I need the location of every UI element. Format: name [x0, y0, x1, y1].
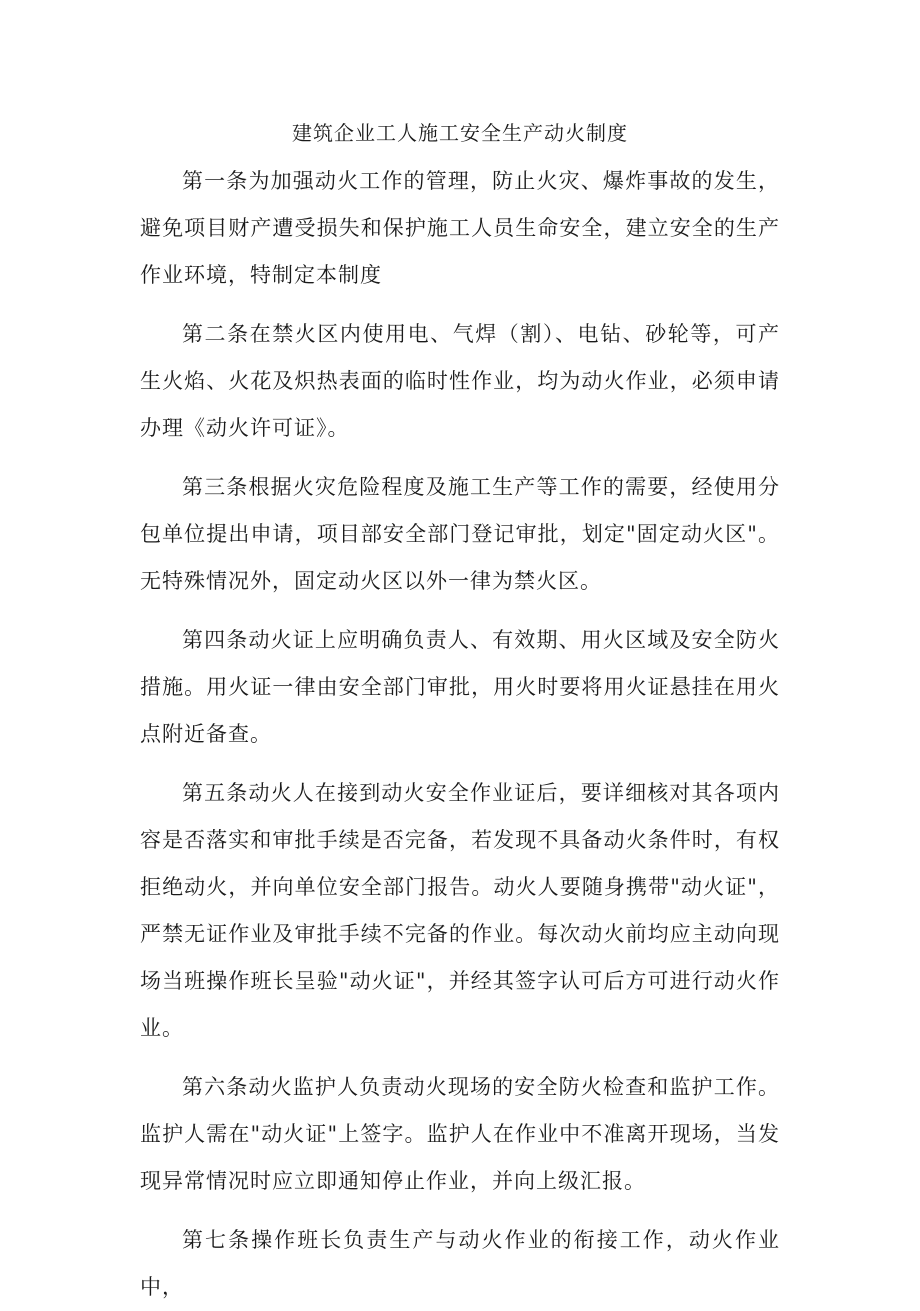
article-7-paragraph: 第七条操作班长负责生产与动火作业的衔接工作，动火作业中， — [140, 1228, 780, 1299]
article-2-paragraph: 第二条在禁火区内使用电、气焊（割）、电钻、砂轮等，可产生火焰、火花及炽热表面的临时性作业，均为动火作业，必须申请办理《动火许可证》。 — [140, 322, 780, 440]
article-6-paragraph: 第六条动火监护人负责动火现场的安全防火检查和监护工作。监护人需在"动火证"上签字。监护人在作业中不准离开现场，当发现异常情况时应立即通知停止作业，并向上级汇报。 — [140, 1075, 780, 1193]
article-3-paragraph: 第三条根据火灾危险程度及施工生产等工作的需要，经使用分包单位提出申请，项目部安全部门登记审批，划定"固定动火区"。无特殊情况外，固定动火区以外一律为禁火区。 — [140, 475, 780, 593]
article-4-paragraph: 第四条动火证上应明确负责人、有效期、用火区域及安全防火措施。用火证一律由安全部门审批，用火时要将用火证悬挂在用火点附近备查。 — [140, 628, 780, 746]
article-5-paragraph: 第五条动火人在接到动火安全作业证后，要详细核对其各项内容是否落实和审批手续是否完备，若发现不具备动火条件时，有权拒绝动火，并向单位安全部门报告。动火人要随身携带"动火证"，严禁无证作业及审批手续不完备的作业。每次动火前均应主动向现场当班操作班长呈验"动火证"，并经其签字认可后方可进行动火作业。 — [140, 781, 780, 1040]
document-title: 建筑企业工人施工安全生产动火制度 — [292, 121, 628, 145]
document-body — [140, 158, 780, 1311]
article-1-paragraph: 第一条为加强动火工作的管理，防止火灾、爆炸事故的发生，避免项目财产遭受损失和保护施工人员生命安全，建立安全的生产作业环境，特制定本制度 — [140, 169, 780, 287]
